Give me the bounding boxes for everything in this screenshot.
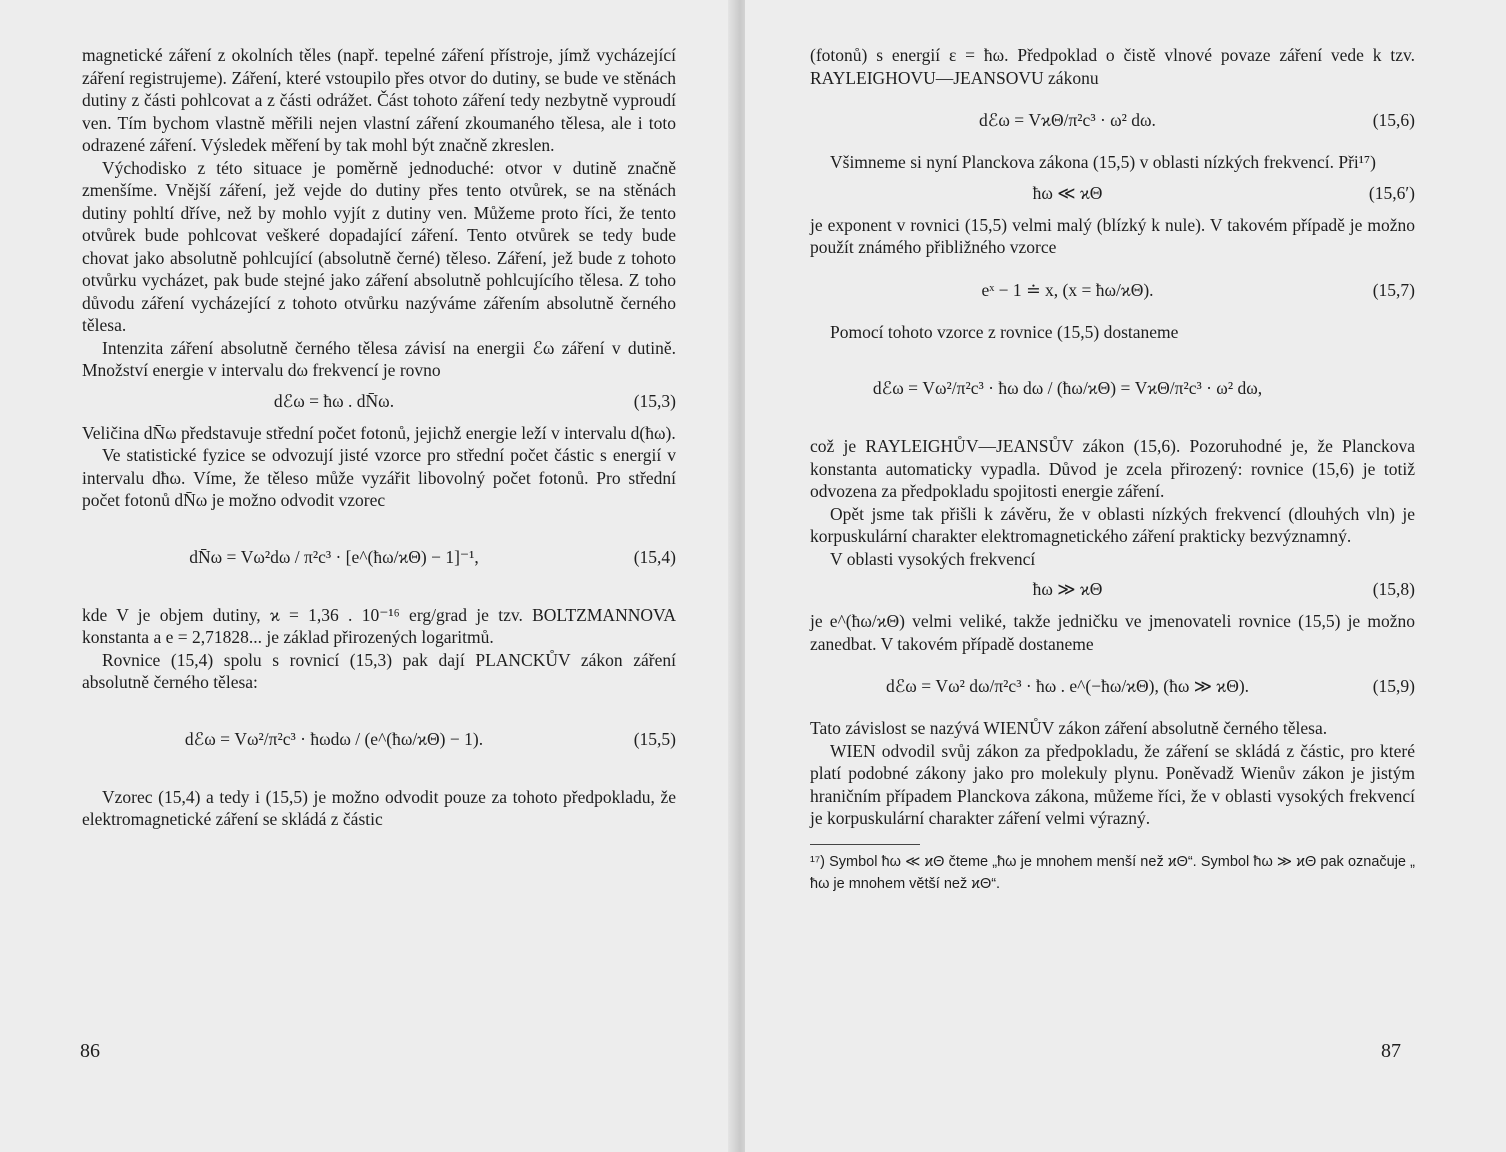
- equation-15-8: [810, 570, 1415, 610]
- equation-number: (15,7): [1372, 279, 1415, 300]
- paragraph: je e^(ħω/ϰΘ) velmi veliké, takže jedničku ve jmenovateli rovnice (15,5) je možno zanedbat. V takovém případě dostaneme: [810, 611, 1415, 654]
- paragraph: je exponent v rovnici (15,5) velmi malý (blízký k nule). V takovém případě je možno použít známého přibližného vzorce: [810, 214, 1415, 257]
- paragraph: Intenzita záření absolutně černého tělesa závisí na energii ℰω záření v dutině. Množství energie v intervalu dω frekvencí je rovno: [82, 337, 676, 380]
- equation-formula: dℰω = VϰΘ/π²c³ · ω² dω.: [979, 110, 1156, 130]
- equation-15-4: [82, 512, 676, 604]
- equation-number: (15,9): [1372, 676, 1415, 696]
- paragraph: WIEN odvodil svůj zákon za předpokladu, že záření se skládá z částic, pro které platí podobné zákony jako pro molekuly plynu. Poněvadž Wienův zákon je jistým hraničním případem Planckova zákona, můžeme říci, že v oblasti vysokých frekvencí je korpuskulární charakter záření velmi výrazný.: [810, 740, 1415, 828]
- equation-number: (15,8): [1372, 579, 1415, 599]
- equation-formula: dN̄ω = Vω²dω / π²c³ · [e^(ħω/ϰΘ) − 1]⁻¹,: [189, 546, 479, 567]
- footnote: ¹⁷) Symbol ħω ≪ ϰΘ čteme „ħω je mnohem menší než ϰΘ“. Symbol ħω ≫ ϰΘ pak označuje „ ħω je mnohem větší než ϰΘ“.: [810, 853, 1415, 892]
- equation-number: (15,6′): [1368, 182, 1415, 203]
- paragraph: Ve statistické fyzice se odvozují jisté vzorce pro střední počet částic s energií v intervalu dħω. Víme, že těleso může vyzářit libovolný počet fotonů. Pro střední počet fotonů dN̄ω je možno odvodit vzorec: [82, 445, 676, 510]
- paragraph: (fotonů) s energií ε = ħω. Předpoklad o čistě vlnové povaze záření vede k tzv. RAYLEIGHOVU—JEANSOVU zákonu: [810, 45, 1415, 88]
- equation-number: (15,3): [633, 390, 676, 411]
- equation-15-6-prime: [810, 174, 1415, 214]
- paragraph: Veličina dN̄ω představuje střední počet fotonů, jejichž energie leží v intervalu d(ħω).: [82, 422, 676, 443]
- paragraph: Pomocí tohoto vzorce z rovnice (15,5) dostaneme: [830, 321, 1179, 342]
- page-number: 86: [80, 1040, 100, 1062]
- equation-formula: eˣ − 1 ≐ x, (x = ħω/ϰΘ).: [981, 279, 1154, 300]
- equation-formula: dℰω = ħω . dN̄ω.: [273, 390, 395, 411]
- equation-formula: ħω ≫ ϰΘ: [1032, 579, 1103, 599]
- left-text-column: [82, 44, 676, 831]
- equation-number: (15,4): [633, 546, 676, 567]
- paragraph: magnetické záření z okolních těles (např. tepelné záření přístroje, jímž vycházející záření registrujeme). Záření, které vstoupilo přes otvor do dutiny, se bude ve stěnách dutiny z části pohlcovat a z části odrážet. Část tohoto záření tedy nezbytně vyproudí ven. Tím bychom vlastně měřili nejen vlastní záření zkoumaného tělesa, ale i toto odrazené záření. Výsledek měření by tak mohl být značně zkreslen.: [82, 45, 676, 155]
- equation-formula: dℰω = Vω²/π²c³ · ħωdω / (e^(ħω/ϰΘ) − 1).: [184, 728, 484, 749]
- equation-formula: dℰω = Vω²/π²c³ · ħω dω / (ħω/ϰΘ) = VϰΘ/π²c³ · ω² dω,: [872, 378, 1263, 398]
- equation-number: (15,5): [633, 728, 676, 749]
- equation-15-6: [810, 89, 1415, 151]
- page-number: 87: [1381, 1040, 1401, 1062]
- paragraph: kde V je objem dutiny, ϰ = 1,36 . 10⁻¹⁶ erg/grad je tzv. BOLTZMANNOVA konstanta a e = 2,71828... je základ přirozených logaritmů.: [82, 604, 676, 647]
- equation-number: (15,6): [1372, 110, 1415, 130]
- equation-15-7: [810, 259, 1415, 321]
- paragraph: což je RAYLEIGHŮV—JEANSŮV zákon (15,6). Pozoruhodné je, že Planckova konstanta automaticky vypadla. Důvod je zcela přirozený: rovnice (15,6) je totiž odvozena za předpokladu spojitosti energie záření.: [810, 436, 1415, 501]
- right-text-column: [810, 44, 1415, 895]
- paragraph: Vzorec (15,4) a tedy i (15,5) je možno odvodit pouze za tohoto předpokladu, že elektromagnetické záření se skládá z částic: [82, 786, 676, 829]
- equation-formula: dℰω = Vω² dω/π²c³ · ħω . e^(−ħω/ϰΘ), (ħω ≫ ϰΘ).: [885, 676, 1250, 696]
- paragraph: V oblasti vysokých frekvencí: [830, 548, 1036, 569]
- paragraph: Rovnice (15,4) spolu s rovnicí (15,3) pak dají PLANCKŮV zákon záření absolutně černého tělesa:: [82, 649, 676, 692]
- equation-15-5: [82, 694, 676, 786]
- paragraph: Všimneme si nyní Planckova zákona (15,5) v oblasti nízkých frekvencí. Při¹⁷): [830, 152, 1376, 172]
- paragraph: Opět jsme tak přišli k závěru, že v oblasti nízkých frekvencí (dlouhých vln) je korpuskulární charakter elektromagnetického záření prakticky bezvýznamný.: [810, 503, 1415, 546]
- footnote-divider: [810, 844, 920, 845]
- paragraph: Tato závislost se nazývá WIENŮV zákon záření absolutně černého tělesa.: [810, 718, 1328, 738]
- right-page: [745, 0, 1506, 1152]
- equation-15-9: [810, 655, 1415, 717]
- equation-unnumbered: [810, 343, 1415, 435]
- left-page: [0, 0, 745, 1152]
- equation-formula: ħω ≪ ϰΘ: [1032, 182, 1103, 203]
- paragraph: Východisko z této situace je poměrně jednoduché: otvor v dutině značně zmenšíme. Vnější záření, jež vejde do dutiny přes tento otvůrek, se na stěnách dutiny pohltí dříve, než by mohlo vyjít z dutiny ven. Můžeme proto říci, že tento otvůrek bude pohlcovat veškeré dopadající záření. Tento otvůrek se tedy bude chovat jako absolutně pohlcující (absolutně černé) těleso. Záření, jež bude z tohoto otvůrku vycházet, pak bude stejné jako záření absolutně pohlcujícího tělesa. Z toho důvodu záření vycházející z tohoto otvůrku nazýváme zářením absolutně černého tělesa.: [82, 157, 676, 335]
- equation-15-3: [82, 382, 676, 422]
